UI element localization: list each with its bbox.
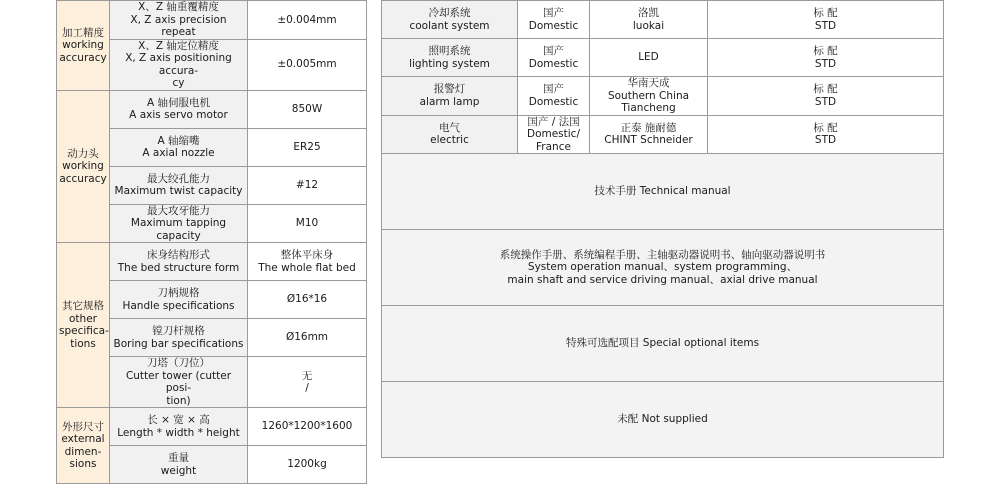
brand-cell-line: LED <box>638 51 659 64</box>
brand-cell-line: CHINT Schneider <box>604 134 693 147</box>
value-cell-line: Ø16mm <box>285 331 329 344</box>
category-cell-line: accuracy <box>59 51 107 64</box>
config-cell-line: 标 配 <box>813 7 838 19</box>
config-cell-line: 标 配 <box>813 45 838 57</box>
item-cell-line: X、Z 轴定位精度 <box>138 39 219 52</box>
wide-cell-line: 系统操作手册、系统编程手册、主轴驱动器说明书、轴向驱动器说明书 <box>499 248 826 261</box>
origin-cell <box>518 39 590 77</box>
item-cell-line: 电气 <box>439 121 460 134</box>
item-cell <box>382 77 518 116</box>
category-cell-line: working <box>62 39 104 51</box>
item-cell-line: 照明系统 <box>428 45 471 57</box>
item-cell-line: alarm lamp <box>419 95 480 108</box>
item-cell-line: Maximum tapping capacity <box>130 217 227 242</box>
value-cell <box>248 319 367 357</box>
item-cell-line: A axis servo motor <box>129 109 228 121</box>
spec-table-right <box>381 0 944 458</box>
item-cell <box>110 204 248 243</box>
category-cell-line: 其它规格 <box>62 300 104 312</box>
item-cell <box>382 115 518 154</box>
item-cell <box>110 319 248 357</box>
value-cell-line: Ø16*16 <box>286 293 328 306</box>
value-cell <box>248 204 367 243</box>
wide-cell <box>382 306 944 382</box>
spec-table-left <box>56 0 367 484</box>
value-cell <box>248 166 367 204</box>
item-cell-line: A axial nozzle <box>142 147 215 159</box>
value-cell-line: 1200kg <box>287 458 327 471</box>
table-row <box>382 382 944 458</box>
item-cell-line: 报警灯 <box>433 83 466 96</box>
table-row <box>57 243 367 281</box>
value-cell <box>248 243 367 281</box>
wide-cell-line: 未配 Not supplied <box>617 413 708 426</box>
item-cell-line: coolant system <box>409 19 490 32</box>
brand-cell <box>590 1 708 39</box>
origin-cell-line: 国产 <box>543 83 564 96</box>
item-cell-line: Handle specifications <box>122 299 235 312</box>
value-cell <box>248 446 367 484</box>
category-cell-line: accuracy <box>59 172 107 185</box>
item-cell-line: The bed structure form <box>117 261 240 274</box>
category-cell-line: other <box>69 312 97 325</box>
item-cell <box>110 128 248 166</box>
value-cell-line: 整体平床身 <box>280 249 334 261</box>
value-cell-line: M10 <box>295 217 319 229</box>
brand-cell-line: luokai <box>632 19 665 32</box>
table-row <box>57 408 367 446</box>
brand-cell-line: 正泰 施耐德 <box>620 121 677 134</box>
value-cell <box>248 1 367 40</box>
category-cell <box>57 408 110 484</box>
wide-cell-line: 技术手册 Technical manual <box>594 185 731 198</box>
category-cell-line: specifica- <box>59 325 109 337</box>
table-row <box>57 90 367 128</box>
table-row <box>382 230 944 306</box>
category-cell-line: external <box>61 433 105 445</box>
origin-cell-line: Domestic/ <box>526 128 580 140</box>
config-cell <box>708 115 944 154</box>
wide-cell-line: 特殊可选配项目 Special optional items <box>565 337 760 350</box>
value-cell-line: #12 <box>295 178 319 191</box>
category-cell-line: 外形尺寸 <box>62 420 104 433</box>
item-cell-line: 床身结构形式 <box>147 249 210 261</box>
category-cell-line: sions <box>69 458 97 470</box>
wide-cell-line: System operation manual、system programming、 <box>527 261 798 274</box>
config-cell-line: STD <box>814 95 837 108</box>
item-cell <box>110 357 248 408</box>
item-cell-line: X, Z axis positioning accura- <box>125 52 232 77</box>
value-cell-line: ±0.005mm <box>277 58 337 71</box>
table-row <box>57 1 367 40</box>
category-cell-line: dimen- <box>64 445 102 458</box>
category-cell <box>57 1 110 91</box>
item-cell-line: 镗刀杆规格 <box>152 325 205 337</box>
item-cell-line: A 轴伺服电机 <box>146 96 211 109</box>
table-row <box>382 154 944 230</box>
item-cell <box>110 166 248 204</box>
value-cell <box>248 408 367 446</box>
item-cell <box>110 446 248 484</box>
value-cell-line: 无 <box>301 369 313 382</box>
table-row <box>382 77 944 116</box>
item-cell <box>110 39 248 90</box>
origin-cell <box>518 115 590 154</box>
value-cell-line: / <box>305 382 309 394</box>
item-cell-line: Cutter tower (cutter posi- <box>125 369 232 394</box>
table-row <box>382 39 944 77</box>
value-cell <box>248 357 367 408</box>
category-cell <box>57 90 110 243</box>
brand-cell-line: 洛凯 <box>638 7 659 19</box>
brand-cell <box>590 77 708 116</box>
origin-cell <box>518 77 590 116</box>
origin-cell-line: 国产 / 法国 <box>527 115 580 128</box>
brand-cell-line: Southern China <box>607 89 690 102</box>
config-cell-line: STD <box>814 19 837 32</box>
item-cell-line: Length * width * height <box>117 426 240 439</box>
item-cell-line: weight <box>160 464 197 477</box>
origin-cell-line: France <box>536 140 571 153</box>
brand-cell-line: Tiancheng <box>621 102 676 114</box>
origin-cell-line: Domestic <box>528 19 579 32</box>
value-cell-line: The whole flat bed <box>258 261 356 274</box>
item-cell-line: Boring bar specifications <box>113 337 244 350</box>
item-cell-line: 长 × 宽 × 高 <box>147 414 210 426</box>
item-cell-line: electric <box>430 134 469 147</box>
brand-cell <box>590 39 708 77</box>
origin-cell-line: 国产 <box>543 7 564 19</box>
item-cell-line: tion) <box>166 394 191 407</box>
value-cell-line: ±0.004mm <box>277 13 337 26</box>
config-cell <box>708 39 944 77</box>
brand-cell <box>590 115 708 154</box>
origin-cell-line: 国产 <box>543 45 564 57</box>
item-cell <box>110 243 248 281</box>
table-row <box>382 1 944 39</box>
item-cell-line: X、Z 轴重覆精度 <box>138 1 219 13</box>
item-cell-line: cy <box>172 77 185 89</box>
item-cell <box>110 281 248 319</box>
value-cell <box>248 281 367 319</box>
item-cell-line: 冷却系统 <box>428 7 471 19</box>
config-cell <box>708 77 944 116</box>
value-cell <box>248 90 367 128</box>
category-cell-line: working <box>62 160 104 172</box>
config-cell-line: 标 配 <box>813 83 838 96</box>
value-cell <box>248 128 367 166</box>
config-cell <box>708 1 944 39</box>
item-cell-line: A 轴缩嘴 <box>157 134 200 147</box>
item-cell-line: 最大绞孔能力 <box>147 172 210 185</box>
wide-cell <box>382 230 944 306</box>
item-cell <box>110 1 248 40</box>
config-cell-line: 标 配 <box>813 121 838 134</box>
item-cell-line: 刀柄规格 <box>157 287 200 299</box>
origin-cell-line: Domestic <box>528 57 579 70</box>
brand-cell-line: 华南天成 <box>627 77 670 89</box>
value-cell-line: 1260*1200*1600 <box>261 420 353 433</box>
value-cell <box>248 39 367 90</box>
origin-cell <box>518 1 590 39</box>
wide-cell <box>382 154 944 230</box>
item-cell-line: Maximum twist capacity <box>114 185 243 197</box>
item-cell-line: 刀塔（刀位） <box>147 357 210 369</box>
item-cell <box>382 39 518 77</box>
category-cell-line: 加工精度 <box>62 26 104 39</box>
item-cell-line: X, Z axis precision repeat <box>130 13 227 38</box>
item-cell <box>110 90 248 128</box>
item-cell <box>382 1 518 39</box>
origin-cell-line: Domestic <box>528 95 579 108</box>
wide-cell <box>382 382 944 458</box>
item-cell-line: 重量 <box>168 452 189 464</box>
category-cell-line: 动力头 <box>67 147 99 160</box>
table-row <box>382 306 944 382</box>
config-cell-line: STD <box>814 134 837 147</box>
item-cell-line: 最大攻牙能力 <box>147 204 210 217</box>
value-cell-line: 850W <box>291 102 323 115</box>
table-row <box>382 115 944 154</box>
category-cell <box>57 243 110 408</box>
item-cell-line: lighting system <box>409 57 490 70</box>
config-cell-line: STD <box>814 57 837 70</box>
category-cell-line: tions <box>70 337 96 350</box>
wide-cell-line: main shaft and service driving manual、axial drive manual <box>507 273 818 286</box>
item-cell <box>110 408 248 446</box>
value-cell-line: ER25 <box>293 140 321 153</box>
